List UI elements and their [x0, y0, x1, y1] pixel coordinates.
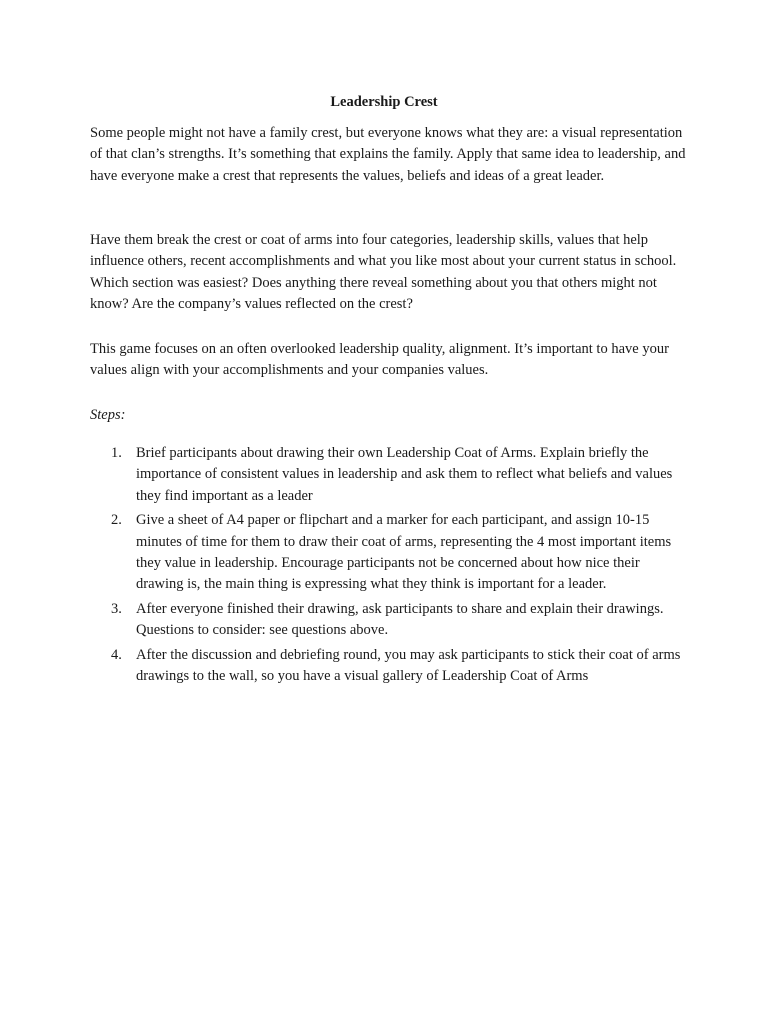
paragraph-categories: Have them break the crest or coat of arms into four categories, leadership skills, values that help influence others, recent accomplishments and what you like most about your current status in school. Which section was easiest? Does anything there reveal something about you that others might not know? Are the company’s values reflected on the crest?: [90, 232, 677, 312]
step-item: [90, 443, 690, 507]
steps-list: [90, 443, 690, 691]
step-text: Brief participants about drawing their own Leadership Coat of Arms. Explain briefly the importance of consistent values in leadership and ask them to reflect what beliefs and values they find important as a leader: [136, 445, 673, 504]
step-item: [90, 510, 690, 595]
step-text: After the discussion and debriefing round, you may ask participants to stick their coat of arms drawings to the wall, so you have a visual gallery of Leadership Coat of Arms: [136, 647, 681, 685]
step-number: 4.: [111, 647, 122, 664]
step-item: [90, 599, 690, 642]
paragraph-intro: Some people might not have a family crest, but everyone knows what they are: a visual representation of that clan’s strengths. It’s something that explains the family. Apply that same idea to leadership, and have everyone make a crest that represents the values, beliefs and ideas of a great leader.: [90, 125, 686, 184]
step-number: 2.: [111, 512, 122, 529]
step-text: After everyone finished their drawing, ask participants to share and explain their drawings. Questions to consider: see questions above.: [136, 601, 664, 639]
paragraph-alignment: This game focuses on an often overlooked leadership quality, alignment. It’s important to have your values align with your accomplishments and your companies values.: [90, 341, 669, 379]
step-item: [90, 645, 690, 688]
document-title: Leadership Crest: [330, 94, 438, 110]
steps-heading: Steps:: [90, 407, 126, 423]
step-number: 3.: [111, 601, 122, 618]
step-text: Give a sheet of A4 paper or flipchart and a marker for each participant, and assign 10-15 minutes of time for them to draw their coat of arms, representing the 4 most important items they value in leadership. Encourage participants not be concerned about how nice their drawing is, the main thing is expressing what they think is important for a leader.: [136, 512, 672, 593]
step-number: 1.: [111, 445, 122, 461]
